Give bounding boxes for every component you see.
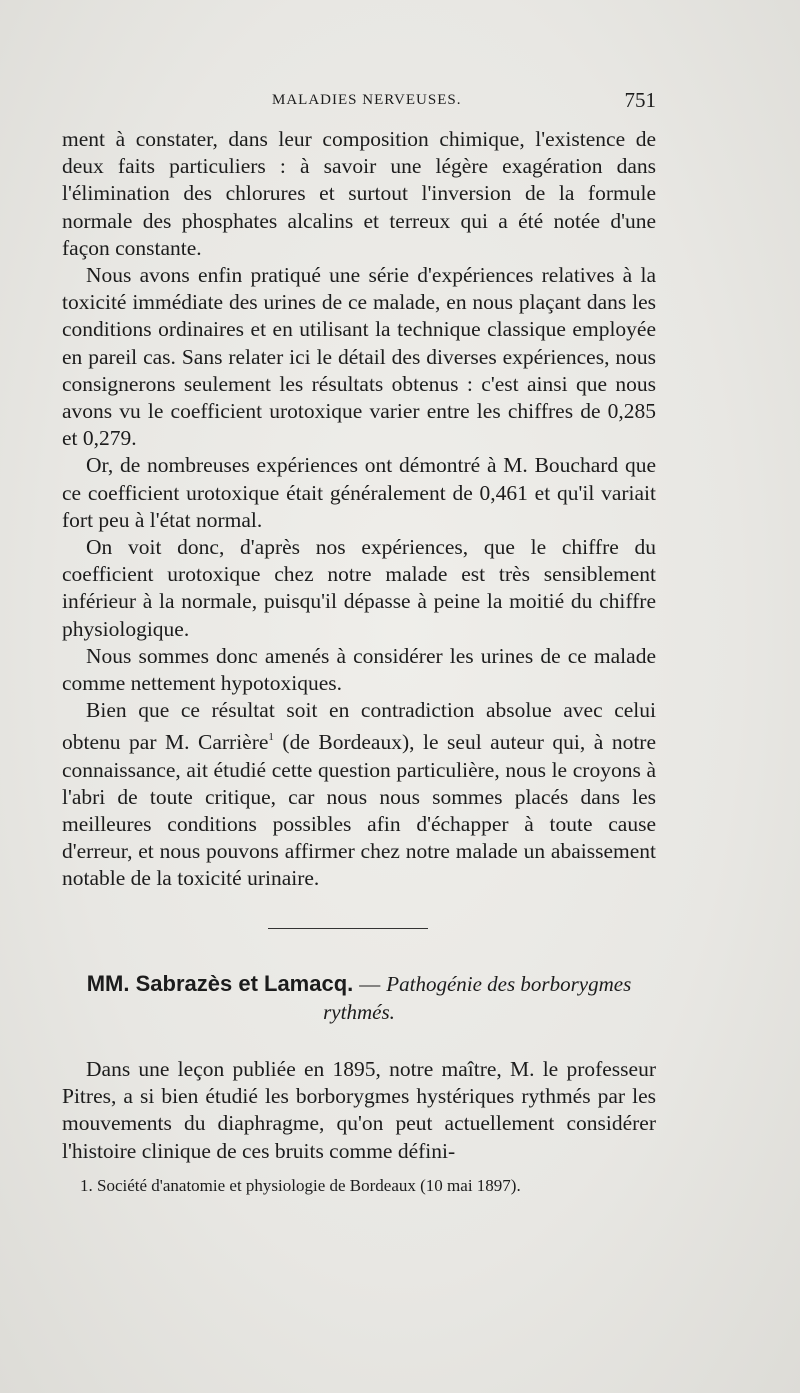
paragraph: ment à constater, dans leur composition chimique, l'existence de deux faits particuliers : à savoir une légère exagération dans l'élimination des chlorures et surtout l'inversion de la formule normale des phosphates alcalins et terreux qui a été notée d'une façon constante. xyxy=(62,127,656,260)
running-title: MALADIES NERVEUSES. xyxy=(272,92,462,108)
paragraph: Nous avons enfin pratiqué une série d'expériences relatives à la toxicité immédiate des urines de ce malade, en nous plaçant dans les conditions ordinaires et en utilisant la technique classique employée en pareil cas. Sans relater ici le détail des diverses expériences, nous consignerons seulement les résultats obtenus : c'est ainsi que nous avons vu le coefficient urotoxique varier entre les chiffres de 0,285 et 0,279. xyxy=(62,263,656,451)
page-number: 751 xyxy=(624,88,656,112)
paragraph: On voit donc, d'après nos expériences, que le chiffre du coefficient urotoxique chez notre malade est très sensiblement inférieur à la normale, puisqu'il dépasse à peine la moitié du chiffre physiologique. xyxy=(62,535,656,641)
heading-dash: — xyxy=(359,972,381,996)
paragraph: Or, de nombreuses expériences ont démontré à M. Bouchard que ce coefficient urotoxique était généralement de 0,461 et qu'il variait fort peu à l'état normal. xyxy=(62,453,656,532)
footnote: 1. Société d'anatomie et physiologie de Bordeaux (10 mai 1897). xyxy=(80,1176,521,1195)
section-title: Pathogénie des borborygmes rythmés. xyxy=(323,972,632,1024)
page-header xyxy=(62,88,656,118)
paragraph xyxy=(62,697,656,892)
article-section xyxy=(62,970,656,1165)
paragraph: Nous sommes donc amenés à considérer les urines de ce malade comme nettement hypotoxiques. xyxy=(62,643,656,696)
paragraph-text: (de Bordeaux), le seul auteur qui, à notre connaissance, ait étudié cette question particulière, nous le croyons à l'abri de toute critique, car nous nous sommes placés dans les meilleures conditions possibles afin d'échapper à toute cause d'erreur, et nous pouvons affirmer chez notre malade un abaissement notable de la toxicité urinaire. xyxy=(62,730,656,891)
main-text xyxy=(62,126,656,893)
section-body xyxy=(62,1056,656,1165)
section-heading xyxy=(62,970,656,1026)
paragraph: Dans une leçon publiée en 1895, notre maître, M. le professeur Pitres, a si bien étudié les borborygmes hystériques rythmés par les mouvements du diaphragme, qu'on peut actuellement considérer l'histoire clinique de ces bruits comme défini- xyxy=(62,1057,656,1163)
section-authors: MM. Sabrazès et Lamacq. xyxy=(86,971,354,996)
section-divider xyxy=(268,928,428,929)
paragraph-text: Bien que ce résultat soit en contradiction absolue avec celui obtenu par M. Carrière xyxy=(62,698,656,755)
footnote-reference: 1 xyxy=(268,731,274,744)
